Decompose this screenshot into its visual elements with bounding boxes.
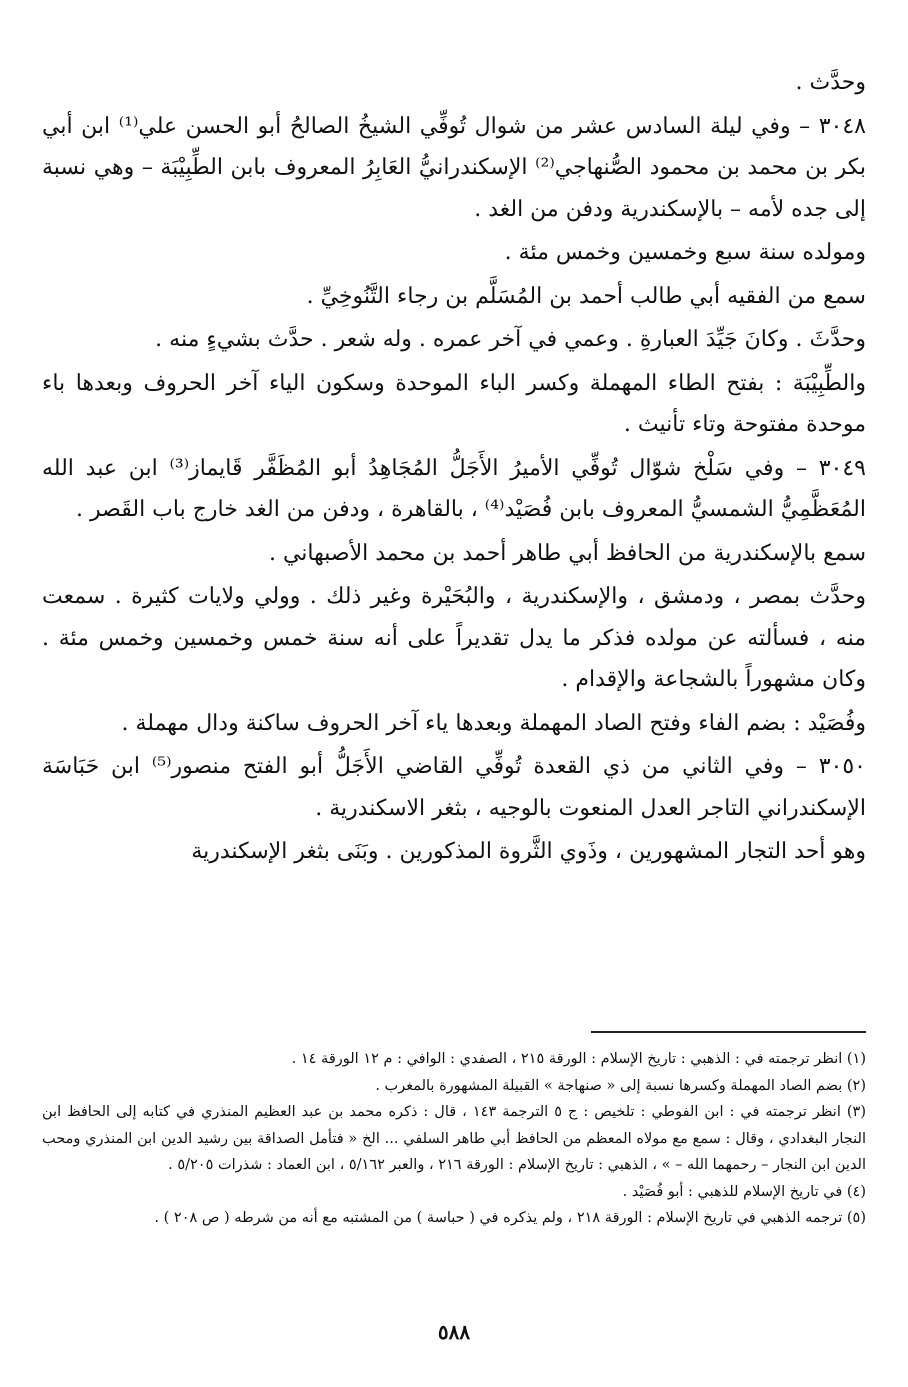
footnote-1: (١) انظر ترجمته في : الذهبي : تاريخ الإسلام : الورقة ٢١٥ ، الصفدي : الوافي : م ١٢ الورقة ١٤ .: [291, 1051, 866, 1067]
text-paragraph: وحدَّث .: [795, 70, 866, 95]
entry-3049: ٣٠٤٩ – وفي سَلْخ شوّال تُوفِّي الأميرُ الأَجَلُّ المُجَاهِدُ أبو المُظَفَّر قَايماز⁽³⁾ ابن عبد الله المُعَظَّمِيُّ الشمسيُّ المعروف بابن فُصَيْد⁽⁴⁾ ، بالقاهرة ، ودفن من الغد خارج باب القَصر .: [42, 455, 866, 522]
footnotes: [42, 1046, 866, 1232]
footnote-2: (٢) بضم الصاد المهملة وكسرها نسبة إلى « صنهاجة » القبيلة المشهورة بالمغرب .: [375, 1077, 866, 1094]
footnote-3: (٣) انظر ترجمته في : ابن الفوطي : تلخيص : ج ٥ الترجمة ١٤٣ ، قال : ذكره محمد بن عبد العظيم المنذري في كتابه إلى الحافظ ابن النجار البغدادي ، وقال : سمع مع مولاه المعظم من الحافظ أبي طاهر السلفي ... الخ « فتأمل الصداقة بين رشيد الدين ابن المنذري ومحب الدين ابن النجار – رحمهما الله – » ، الذهبي : تاريخ الإسلام : الورقة ٢١٦ ، والعبر ٥/١٦٢ ، ابن العماد : شذرات ٥/٢٠٥ .: [42, 1104, 867, 1173]
text-paragraph: ومولده سنة سبع وخمسين وخمس مئة .: [504, 240, 866, 265]
main-text: [42, 62, 866, 873]
text-paragraph: وحدَّث بمصر ، ودمشق ، والإسكندرية ، والبُحَيْرة وغير ذلك . وولي ولايات كثيرة . سمعت منه ، فسألته عن مولده فذكر ما يدل تقديراً على أنه سنة خمس وخمسين وخمس مئة . وكان مشهوراً بالشجاعة والإقدام .: [42, 584, 866, 692]
page-number: ٥٨٨: [437, 1320, 471, 1344]
text-paragraph: والطِّبِيْبَة : بفتح الطاء المهملة وكسر الباء الموحدة وسكون الياء آخر الحروف وبعدها باء موحدة مفتوحة وتاء تأنيث .: [42, 370, 866, 437]
entry-3050: ٣٠٥٠ – وفي الثاني من ذي القعدة تُوفِّي القاضي الأَجَلُّ أبو الفتح منصور⁽⁵⁾ ابن حَبَاسَة الإسكندراني التاجر العدل المنعوت بالوجيه ، بثغر الاسكندرية .: [42, 754, 866, 821]
footnote-4: (٤) في تاريخ الإسلام للذهبي : أبو فُصَيْد .: [622, 1183, 866, 1200]
footnote-5: (٥) ترجمه الذهبي في تاريخ الإسلام : الورقة ٢١٨ ، ولم يذكره في ( حباسة ) من المشتبه مع أنه من شرطه ( ص ٢٠٨ ) .: [154, 1210, 866, 1226]
footnote-separator: [591, 1031, 866, 1033]
entry-3048: ٣٠٤٨ – وفي ليلة السادس عشر من شوال تُوفِّي الشيخُ الصالحُ أبو الحسن علي⁽¹⁾ ابن أبي بكر بن محمد بن محمود الصُّنهاجي⁽²⁾ الإسكندرانيُّ العَابِرُ المعروف بابن الطِّبِيْبَة – وهي نسبة إلى جده لأمه – بالإسكندرية ودفن من الغد .: [42, 113, 866, 222]
text-paragraph: سمع بالإسكندرية من الحافظ أبي طاهر أحمد بن محمد الأصبهاني .: [268, 540, 866, 566]
text-paragraph: وحدَّثَ . وكانَ جَيِّدَ العبارةِ . وعمي في آخر عمره . وله شعر . حدَّث بشيءٍ منه .: [155, 327, 866, 352]
text-paragraph: وهو أحد التجار المشهورين ، وذَوي الثَّروة المذكورين . وبَنَى بثغر الإسكندرية: [191, 839, 866, 864]
text-paragraph: سمع من الفقيه أبي طالب أحمد بن المُسَلَّم بن رجاء التَّنُوخِيِّ .: [306, 283, 866, 309]
text-paragraph: وفُصَيْد : بضم الفاء وفتح الصاد المهملة وبعدها ياء آخر الحروف ساكنة ودال مهملة .: [121, 710, 866, 736]
